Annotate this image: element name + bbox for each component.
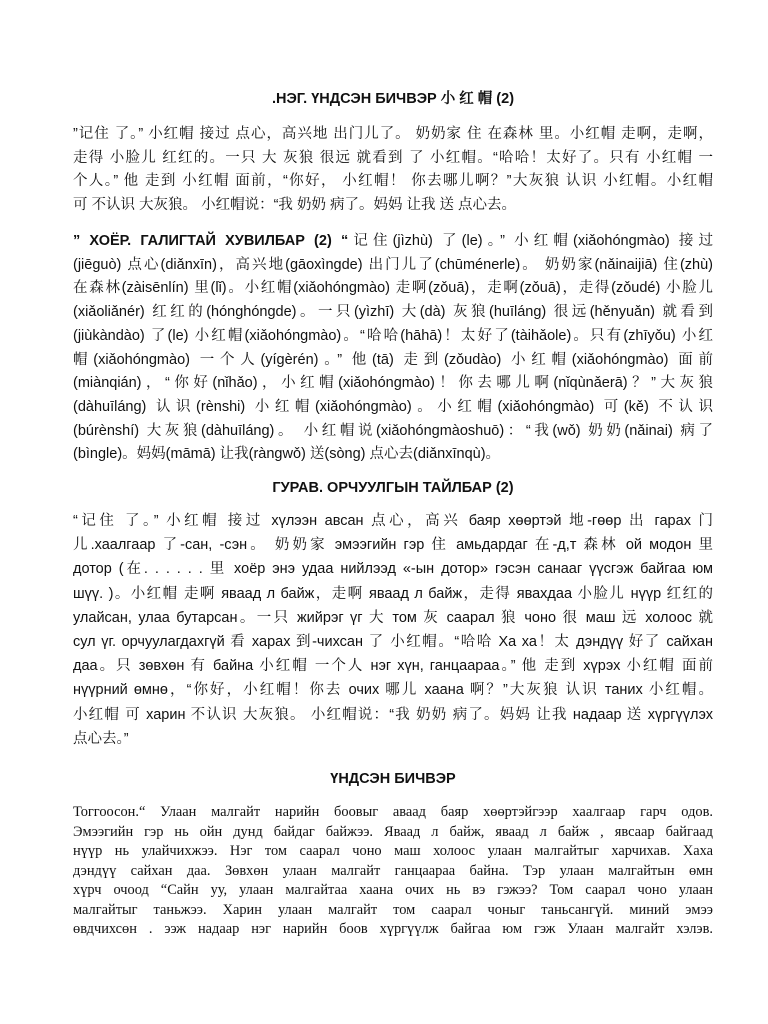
section-title-transliteration: ” ХОЁР. ГАЛИГТАЙ ХУВИЛБАР (2) “ [73,233,349,249]
text-line: 可 不认识 大灰狼。 小红帽说：“我 奶奶 病了。妈妈 让我 送 点心去。 [73,196,517,213]
text-line: сул үг. орчуулагдахгүй 看 харах 到-чихсан 了 小红帽。“哈哈 Ха ха！太 дэндүү 好了 сайхан [73,634,713,651]
text-line: нүүр нь улайчихжээ. Нэг том саарал чоно маш холоос улаан малгайтыг харчихав. Хаха [73,843,713,860]
text-line: Эмээгийн гэр нь ойн дунд байдаг байжээ. Яваад л байж, яваад л байж , явсаар байгаад [73,823,713,840]
text-line: ”记住 了。” 小红帽 接过 点心，高兴地 出门儿了。 奶奶家 住 在森林 里。小红帽 走啊，走啊， [73,126,713,142]
section-title-original-text: .НЭГ. ҮНДСЭН БИЧВЭР 小 红 帽 (2) [271,91,515,107]
text-line: шүү. )。小红帽 走啊 яваад л байж，走啊 яваад л байж，走得 явахдаа 小脸儿 нүүр 红红的 [73,585,713,602]
text-line: 儿.хаалгаар 了-сан, -сэн。 奶奶家 эмээгийн гэр 住 амьдардаг 在-д,т 森林 ой модон 里 [73,537,713,554]
text-line: 在森林(zàisēnlín) 里(lǐ)。小红帽(xiǎohóngmào) 走啊(zǒuā)，走啊(zǒuā)，走得(zǒudé) 小脸儿 [73,280,713,297]
text-line: (miànqián)，“你好(nǐhǎo)，小红帽(xiǎohóngmào)！你去哪儿啊(nǐqùnǎerā)？”大灰狼 [73,375,713,392]
text-line: (xiǎoliǎnér) 红红的(hónghóngde)。一只(yìzhī) 大(dà) 灰狼(huīláng) 很远(hěnyuǎn) 就看到 [73,304,713,321]
text-fragment: 记住(jìzhù) 了(le)。” 小红帽(xiǎohóngmào) 接过 [348,233,713,249]
document-page [73,0,713,940]
text-line [73,230,713,254]
text-line: 小红帽 可 харин 不认识 大灰狼。 小红帽说：“我 奶奶 病了。妈妈 让我 надаар 送 хүргүүлэх [73,706,713,723]
transliteration-paragraph [73,230,713,467]
text-line: (dàhuīláng) 认识(rènshi) 小红帽(xiǎohóngmào)。小红帽(xiǎohóngmào) 可(kě) 不认识 [73,398,713,415]
text-line: даа。只 зөвхөн 有 байна 小红帽 一个人 нэг хүн, ганцаараа。” 他 走到 хүрэх 小红帽 面前 [73,658,713,675]
text-line: дотор (在. . . . . . 里 хоёр энэ удаа нийлээд «-ын дотор» гэсэн санааг үүсгэж байгаа юм [73,561,713,578]
text-line: 走得 小脸儿 红红的。一只 大 灰狼 很远 就看到 了 小红帽。“哈哈！太好了。只有 小红帽 一 [73,149,713,166]
text-line: 个人。” 他 走到 小红帽 面前，“你好， 小红帽！ 你去哪儿啊？”大灰狼 认识 小红帽。小红帽 [73,173,713,189]
section-title-main-text: ҮНДСЭН БИЧВЭР [330,771,456,788]
text-line: нүүрний өмнө，“你好，小红帽！你去 очих 哪儿 хаана 啊？”大灰狼 认识 таних 小红帽。 [73,682,713,699]
original-text-paragraph [73,123,713,217]
text-line: (búrènshí) 大灰狼(dàhuīláng)。 小红帽说(xiǎohóngmàoshuō)：“我(wǒ) 奶奶(nǎinai) 病了 [73,422,713,439]
text-line: (bìngle)。妈妈(māmā) 让我(ràngwǒ) 送(sòng) 点心去(diǎnxīnqù)。 [73,446,501,463]
text-line: малгайтыг таньжээ. Харин улаан малгайт том саарал чоныг таньсангүй. миний эмээ [73,901,713,918]
text-line: улайсан, улаа бутарсан。一只 жийрэг үг 大 том 灰 саарал 狼 чоно 很 маш 远 холоос 就 [73,609,713,626]
text-line: хүрч очоод “Сайн уу, улаан малгайтаа хаана очих нь вэ гэжээ? Том саарал чоно улаан [73,882,713,899]
text-line: “记住 了。” 小红帽 接过 хүлээн авсан 点心，高兴 баяр хөөртэй 地-гөөр 出 гарах 门 [73,513,713,530]
text-line: дэндүү сайхан даа. Зөвхөн улаан малгайт ганцаараа байна. Тэр улаан малгайтын өмн [73,862,713,879]
text-line: өвдчихсөн . ээж надаар нэг нарийн боов хүргүүлж байгаа юм гэж Улаан малгайт хэлэв. [73,921,713,938]
text-line: 点心去。” [73,730,129,747]
text-line: 帽(xiǎohóngmào) 一个人(yígèrén)。” 他(tā) 走到(zǒudào) 小红帽(xiǎohóngmào) 面前 [73,351,713,368]
mongolian-translation-paragraph [73,803,713,940]
section-title-translation-notes: ГУРАВ. ОРЧУУЛГЫН ТАЙЛБАР (2) [272,480,514,497]
text-line: Тоггоосон.“ Улаан малгайт нарийн боовыг аваад баяр хөөртэйгээр хаалгаар гарч одов. [73,804,713,821]
translation-notes-paragraph [73,509,713,751]
text-line: (jiùkàndào) 了(le) 小红帽(xiǎohóngmào)。“哈哈(hāhā)！太好了(tàihǎole)。只有(zhīyǒu) 小红 [73,327,713,344]
text-line: (jiēguò) 点心(diǎnxīn)，高兴地(gāoxìngde) 出门儿了(chūménerle)。 奶奶家(nǎinaijiā) 住(zhù) [73,256,713,273]
